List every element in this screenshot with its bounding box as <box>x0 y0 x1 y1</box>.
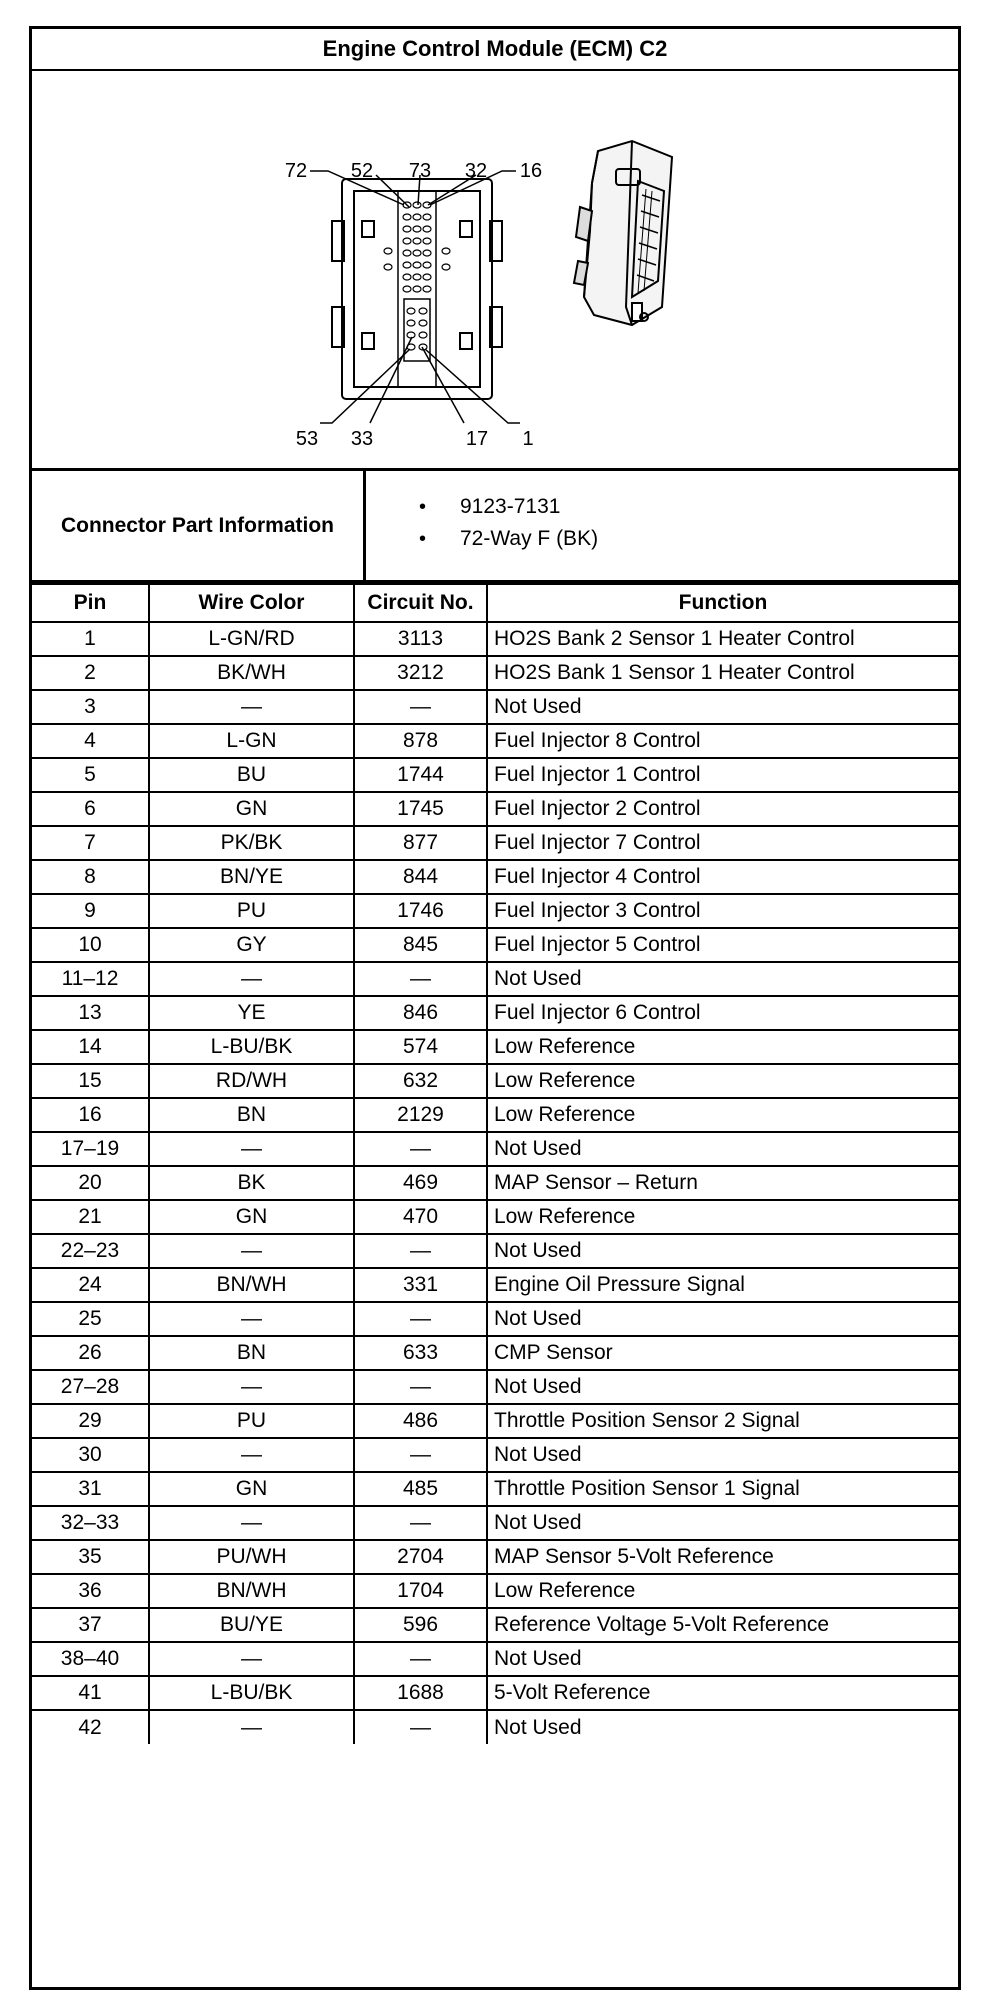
connector-diagram <box>32 71 958 471</box>
function-cell: Fuel Injector 4 Control <box>487 860 958 894</box>
wire-color-cell: BN/WH <box>149 1574 354 1608</box>
pin-cell: 29 <box>32 1404 149 1438</box>
pin-cell: 7 <box>32 826 149 860</box>
table-row <box>32 826 958 860</box>
function-cell: Throttle Position Sensor 2 Signal <box>487 1404 958 1438</box>
pin-cell: 22–23 <box>32 1234 149 1268</box>
wire-color-cell: BN <box>149 1336 354 1370</box>
circuit-cell: — <box>354 690 487 724</box>
function-cell: CMP Sensor <box>487 1336 958 1370</box>
circuit-cell: 877 <box>354 826 487 860</box>
circuit-cell: 469 <box>354 1166 487 1200</box>
table-row <box>32 1642 958 1676</box>
bullet-icon: • <box>418 527 426 550</box>
pin-cell: 2 <box>32 656 149 690</box>
pin-table <box>32 583 958 1744</box>
pin-cell: 11–12 <box>32 962 149 996</box>
pin-cell: 35 <box>32 1540 149 1574</box>
circuit-cell: 470 <box>354 1200 487 1234</box>
connector-part-information <box>32 471 958 583</box>
function-cell: Fuel Injector 7 Control <box>487 826 958 860</box>
bullet-icon: • <box>418 495 426 518</box>
pin-label-33: 33 <box>350 428 374 450</box>
function-cell: HO2S Bank 1 Sensor 1 Heater Control <box>487 656 958 690</box>
pin-cell: 4 <box>32 724 149 758</box>
function-cell: Not Used <box>487 690 958 724</box>
function-cell: Low Reference <box>487 1064 958 1098</box>
connector-part-info-list <box>366 471 958 580</box>
connector-type: 72-Way F (BK) <box>460 527 599 550</box>
wire-color-cell: L-BU/BK <box>149 1676 354 1710</box>
circuit-cell: — <box>354 1438 487 1472</box>
wire-color-cell: PK/BK <box>149 826 354 860</box>
wire-color-cell: BN/YE <box>149 860 354 894</box>
circuit-cell: 574 <box>354 1030 487 1064</box>
circuit-cell: 1746 <box>354 894 487 928</box>
function-cell: Not Used <box>487 1302 958 1336</box>
pin-label-52: 52 <box>350 160 374 182</box>
pin-cell: 9 <box>32 894 149 928</box>
circuit-cell: — <box>354 1302 487 1336</box>
table-row <box>32 656 958 690</box>
table-row <box>32 1200 958 1234</box>
circuit-cell: — <box>354 962 487 996</box>
wire-color-cell: — <box>149 1132 354 1166</box>
circuit-cell: 844 <box>354 860 487 894</box>
function-cell: Low Reference <box>487 1030 958 1064</box>
table-row <box>32 1506 958 1540</box>
pin-cell: 31 <box>32 1472 149 1506</box>
wire-color-cell: — <box>149 1642 354 1676</box>
wire-color-cell: — <box>149 1234 354 1268</box>
table-header-row <box>32 584 958 622</box>
table-row <box>32 1472 958 1506</box>
wire-color-cell: YE <box>149 996 354 1030</box>
connector-type-item <box>366 525 598 553</box>
table-row <box>32 928 958 962</box>
column-header-wire-color: Wire Color <box>149 584 354 622</box>
page-title: Engine Control Module (ECM) C2 <box>32 29 958 71</box>
table-row <box>32 860 958 894</box>
function-cell: Not Used <box>487 1438 958 1472</box>
column-header-pin: Pin <box>32 584 149 622</box>
pin-cell: 41 <box>32 1676 149 1710</box>
wire-color-cell: GY <box>149 928 354 962</box>
circuit-cell: 878 <box>354 724 487 758</box>
wire-color-cell: GN <box>149 1472 354 1506</box>
function-cell: MAP Sensor 5-Volt Reference <box>487 1540 958 1574</box>
table-row <box>32 792 958 826</box>
table-row <box>32 1574 958 1608</box>
function-cell: Engine Oil Pressure Signal <box>487 1268 958 1302</box>
function-cell: Throttle Position Sensor 1 Signal <box>487 1472 958 1506</box>
circuit-cell: 486 <box>354 1404 487 1438</box>
table-row <box>32 1234 958 1268</box>
wire-color-cell: PU <box>149 1404 354 1438</box>
function-cell: Fuel Injector 8 Control <box>487 724 958 758</box>
table-row <box>32 1064 958 1098</box>
table-row <box>32 1710 958 1744</box>
table-row <box>32 1404 958 1438</box>
pin-cell: 10 <box>32 928 149 962</box>
circuit-cell: 2129 <box>354 1098 487 1132</box>
pin-cell: 1 <box>32 622 149 656</box>
function-cell: Not Used <box>487 1506 958 1540</box>
pin-cell: 38–40 <box>32 1642 149 1676</box>
table-row <box>32 758 958 792</box>
wire-color-cell: — <box>149 1302 354 1336</box>
pin-cell: 6 <box>32 792 149 826</box>
wire-color-cell: GN <box>149 792 354 826</box>
circuit-cell: — <box>354 1506 487 1540</box>
wire-color-cell: L-GN/RD <box>149 622 354 656</box>
pin-cell: 14 <box>32 1030 149 1064</box>
circuit-cell: — <box>354 1710 487 1744</box>
table-row <box>32 1030 958 1064</box>
wire-color-cell: — <box>149 1370 354 1404</box>
wire-color-cell: — <box>149 1438 354 1472</box>
pin-cell: 3 <box>32 690 149 724</box>
pin-cell: 37 <box>32 1608 149 1642</box>
table-row <box>32 1608 958 1642</box>
pin-cell: 42 <box>32 1710 149 1744</box>
circuit-cell: 1704 <box>354 1574 487 1608</box>
part-number: 9123-7131 <box>460 495 561 518</box>
pin-table-body <box>32 622 958 1744</box>
circuit-cell: — <box>354 1132 487 1166</box>
wire-color-cell: BK <box>149 1166 354 1200</box>
wire-color-cell: BU/YE <box>149 1608 354 1642</box>
function-cell: Low Reference <box>487 1574 958 1608</box>
wire-color-cell: PU <box>149 894 354 928</box>
function-cell: Not Used <box>487 962 958 996</box>
table-row <box>32 996 958 1030</box>
circuit-cell: 845 <box>354 928 487 962</box>
wire-color-cell: BN <box>149 1098 354 1132</box>
ecm-connector-sheet <box>29 26 961 1990</box>
table-row <box>32 962 958 996</box>
connector-part-info-label: Connector Part Information <box>32 471 366 580</box>
wire-color-cell: BN/WH <box>149 1268 354 1302</box>
pin-cell: 21 <box>32 1200 149 1234</box>
table-row <box>32 1676 958 1710</box>
function-cell: 5-Volt Reference <box>487 1676 958 1710</box>
wire-color-cell: BK/WH <box>149 656 354 690</box>
pin-cavity-grid <box>384 202 450 350</box>
circuit-cell: 633 <box>354 1336 487 1370</box>
pin-cell: 13 <box>32 996 149 1030</box>
function-cell: Not Used <box>487 1710 958 1744</box>
circuit-cell: — <box>354 1370 487 1404</box>
wire-color-cell: L-BU/BK <box>149 1030 354 1064</box>
pin-label-32: 32 <box>464 160 488 182</box>
function-cell: Low Reference <box>487 1098 958 1132</box>
circuit-cell: 3113 <box>354 622 487 656</box>
circuit-cell: 596 <box>354 1608 487 1642</box>
connector-perspective-icon <box>574 141 672 325</box>
wire-color-cell: — <box>149 1710 354 1744</box>
circuit-cell: 632 <box>354 1064 487 1098</box>
pin-cell: 8 <box>32 860 149 894</box>
circuit-cell: 1744 <box>354 758 487 792</box>
function-cell: MAP Sensor – Return <box>487 1166 958 1200</box>
pin-label-17: 17 <box>465 428 489 450</box>
function-cell: Reference Voltage 5-Volt Reference <box>487 1608 958 1642</box>
table-row <box>32 724 958 758</box>
function-cell: HO2S Bank 2 Sensor 1 Heater Control <box>487 622 958 656</box>
function-cell: Fuel Injector 6 Control <box>487 996 958 1030</box>
table-row <box>32 894 958 928</box>
wire-color-cell: BU <box>149 758 354 792</box>
circuit-cell: — <box>354 1234 487 1268</box>
column-header-circuit: Circuit No. <box>354 584 487 622</box>
table-row <box>32 690 958 724</box>
pin-cell: 5 <box>32 758 149 792</box>
table-row <box>32 1132 958 1166</box>
connector-figure <box>32 71 958 471</box>
pin-label-53: 53 <box>295 428 319 450</box>
wire-color-cell: GN <box>149 1200 354 1234</box>
table-row <box>32 1098 958 1132</box>
function-cell: Not Used <box>487 1234 958 1268</box>
pin-cell: 26 <box>32 1336 149 1370</box>
wire-color-cell: L-GN <box>149 724 354 758</box>
function-cell: Fuel Injector 3 Control <box>487 894 958 928</box>
function-cell: Fuel Injector 2 Control <box>487 792 958 826</box>
pin-cell: 27–28 <box>32 1370 149 1404</box>
table-row <box>32 1302 958 1336</box>
pin-label-73: 73 <box>408 160 432 182</box>
circuit-cell: — <box>354 1642 487 1676</box>
pin-cell: 20 <box>32 1166 149 1200</box>
circuit-cell: 331 <box>354 1268 487 1302</box>
wire-color-cell: — <box>149 690 354 724</box>
table-row <box>32 1268 958 1302</box>
function-cell: Not Used <box>487 1642 958 1676</box>
pin-cell: 15 <box>32 1064 149 1098</box>
pin-cell: 16 <box>32 1098 149 1132</box>
pin-cell: 36 <box>32 1574 149 1608</box>
table-row <box>32 1336 958 1370</box>
pin-label-16: 16 <box>519 160 543 182</box>
pin-cell: 24 <box>32 1268 149 1302</box>
pin-cell: 17–19 <box>32 1132 149 1166</box>
column-header-function: Function <box>487 584 958 622</box>
circuit-cell: 1745 <box>354 792 487 826</box>
circuit-cell: 1688 <box>354 1676 487 1710</box>
function-cell: Fuel Injector 5 Control <box>487 928 958 962</box>
wire-color-cell: — <box>149 1506 354 1540</box>
table-row <box>32 1166 958 1200</box>
function-cell: Not Used <box>487 1132 958 1166</box>
wire-color-cell: — <box>149 962 354 996</box>
connector-face-icon <box>332 179 502 399</box>
pin-cell: 32–33 <box>32 1506 149 1540</box>
function-cell: Fuel Injector 1 Control <box>487 758 958 792</box>
pin-cell: 25 <box>32 1302 149 1336</box>
circuit-cell: 846 <box>354 996 487 1030</box>
circuit-cell: 2704 <box>354 1540 487 1574</box>
circuit-cell: 3212 <box>354 656 487 690</box>
circuit-cell: 485 <box>354 1472 487 1506</box>
table-row <box>32 1540 958 1574</box>
pin-cell: 30 <box>32 1438 149 1472</box>
wire-color-cell: RD/WH <box>149 1064 354 1098</box>
pin-label-72: 72 <box>284 160 308 182</box>
function-cell: Low Reference <box>487 1200 958 1234</box>
table-row <box>32 1438 958 1472</box>
wire-color-cell: PU/WH <box>149 1540 354 1574</box>
part-number-item <box>366 493 560 521</box>
table-row <box>32 1370 958 1404</box>
table-row <box>32 622 958 656</box>
function-cell: Not Used <box>487 1370 958 1404</box>
pin-label-1: 1 <box>522 428 534 450</box>
